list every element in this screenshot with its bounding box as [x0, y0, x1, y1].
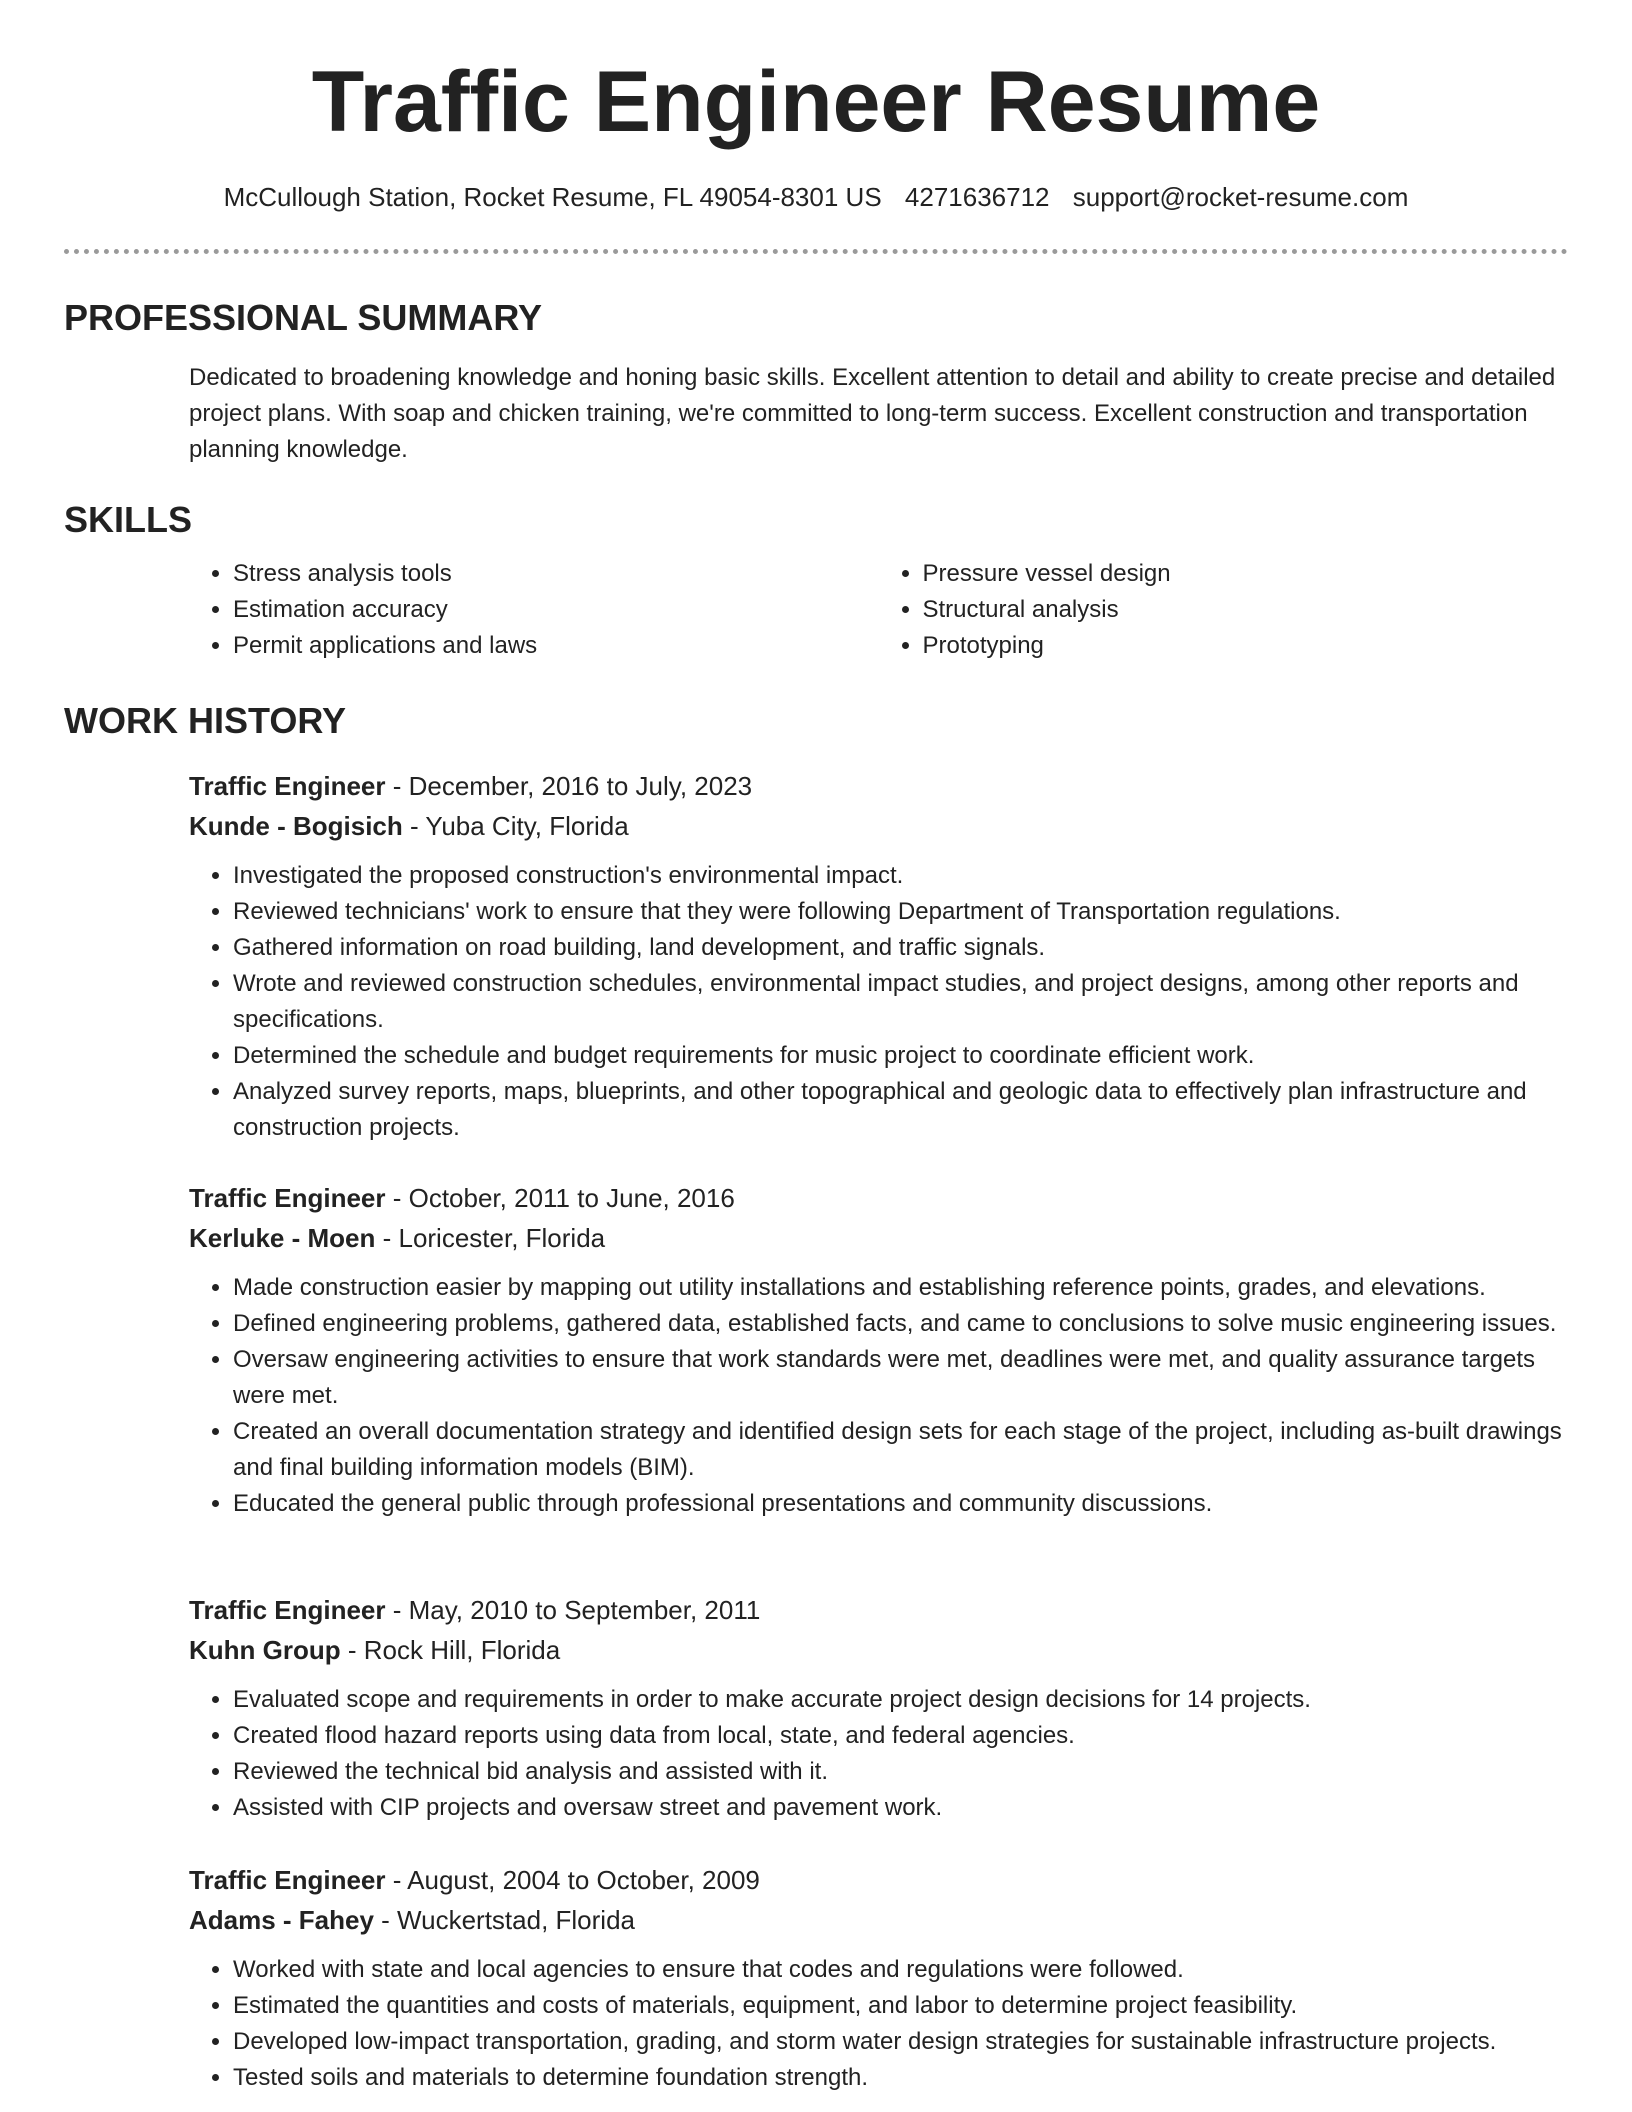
job-title: Traffic Engineer: [189, 771, 386, 801]
job-bullet: • Developed low-impact transportation, grading, and storm water design strategies for sustainable infrastructure projects.: [233, 2024, 1579, 2060]
job-bullet: • Created flood hazard reports using data from local, state, and federal agencies.: [233, 1718, 1579, 1754]
job-company-line: [189, 806, 1579, 846]
job-location: - Loricester, Florida: [375, 1223, 606, 1253]
job-bullet: • Analyzed survey reports, maps, blueprints, and other topographical and geologic data to effectively plan infrastructure and construction projects.: [233, 1074, 1579, 1146]
job-entry: [0, 1590, 1632, 1826]
skill-item: • Structural analysis: [923, 592, 1569, 628]
contact-phone: 4271636712: [904, 182, 1050, 212]
resume-title: Traffic Engineer Resume: [311, 54, 1321, 150]
contact-address: McCullough Station, Rocket Resume, FL 49054-8301 US: [223, 182, 882, 212]
job-entry: [0, 1860, 1632, 2096]
summary-section: [0, 296, 1632, 468]
job-bullet: • Investigated the proposed construction's environmental impact.: [233, 858, 1579, 894]
skills-list: [189, 556, 1568, 664]
job-bullet: • Determined the schedule and budget requirements for music project to coordinate efficient work.: [233, 1038, 1579, 1074]
skills-section: [0, 498, 1632, 664]
skill-item: • Estimation accuracy: [233, 592, 879, 628]
contact-email: support@rocket-resume.com: [1072, 182, 1409, 212]
job-bullet: • Created an overall documentation strategy and identified design sets for each stage of the project, including as-built drawings and final building information models (BIM).: [233, 1414, 1579, 1486]
job-bullet: • Reviewed technicians' work to ensure that they were following Department of Transportation regulations.: [233, 894, 1579, 930]
job-location: - Rock Hill, Florida: [340, 1635, 561, 1665]
job-bullet: • Evaluated scope and requirements in order to make accurate project design decisions for 14 projects.: [233, 1682, 1579, 1718]
header-divider: [64, 249, 1568, 254]
job-bullet: • Assisted with CIP projects and oversaw street and pavement work.: [233, 1790, 1579, 1826]
job-company: Kerluke - Moen: [189, 1223, 376, 1253]
job-dates: - December, 2016 to July, 2023: [385, 771, 753, 801]
summary-heading: PROFESSIONAL SUMMARY: [64, 297, 543, 338]
skill-item: • Permit applications and laws: [233, 628, 879, 664]
job-title: Traffic Engineer: [189, 1183, 386, 1213]
skill-item: • Prototyping: [923, 628, 1569, 664]
job-dates: - May, 2010 to September, 2011: [385, 1595, 761, 1625]
job-dates: - October, 2011 to June, 2016: [385, 1183, 735, 1213]
job-bullets: [189, 1952, 1579, 2096]
job-entry: [0, 1178, 1632, 1522]
job-bullets: [189, 1682, 1579, 1826]
job-company-line: [189, 1218, 1579, 1258]
job-location: - Wuckertstad, Florida: [373, 1905, 635, 1935]
job-bullet: • Oversaw engineering activities to ensure that work standards were met, deadlines were met, and quality assurance targets were met.: [233, 1342, 1579, 1414]
job-bullet: • Worked with state and local agencies to ensure that codes and regulations were followed.: [233, 1952, 1579, 1988]
job-bullets: [189, 858, 1579, 1146]
job-bullet: • Wrote and reviewed construction schedules, environmental impact studies, and project designs, among other reports and specifications.: [233, 966, 1579, 1038]
skills-column-left: [189, 556, 879, 664]
job-title: Traffic Engineer: [189, 1865, 386, 1895]
job-title: Traffic Engineer: [189, 1595, 386, 1625]
skills-heading: SKILLS: [64, 499, 193, 540]
work-history-section: [0, 699, 1632, 743]
job-company: Kuhn Group: [189, 1635, 341, 1665]
job-title-line: [189, 766, 1579, 806]
job-bullet: • Estimated the quantities and costs of materials, equipment, and labor to determine project feasibility.: [233, 1988, 1579, 2024]
skill-item: • Stress analysis tools: [233, 556, 879, 592]
job-company: Adams - Fahey: [189, 1905, 374, 1935]
job-bullet: • Made construction easier by mapping out utility installations and establishing reference points, grades, and elevations.: [233, 1270, 1579, 1306]
job-dates: - August, 2004 to October, 2009: [385, 1865, 760, 1895]
job-bullet: • Gathered information on road building, land development, and traffic signals.: [233, 930, 1579, 966]
job-bullet: • Reviewed the technical bid analysis and assisted with it.: [233, 1754, 1579, 1790]
job-company: Kunde - Bogisich: [189, 811, 403, 841]
job-bullet: • Educated the general public through professional presentations and community discussions.: [233, 1486, 1579, 1522]
skill-item: • Pressure vessel design: [923, 556, 1569, 592]
job-company-line: [189, 1900, 1579, 1940]
contact-line: [0, 178, 1632, 216]
summary-text: Dedicated to broadening knowledge and honing basic skills. Excellent attention to detail and ability to create precise and detailed project plans. With soap and chicken training, we're committed to long-term success. Excellent construction and transportation planning knowledge.: [189, 364, 1556, 463]
job-entry: [0, 766, 1632, 1146]
job-location: - Yuba City, Florida: [402, 811, 629, 841]
skills-column-right: [879, 556, 1569, 664]
job-company-line: [189, 1630, 1579, 1670]
job-bullet: • Tested soils and materials to determine foundation strength.: [233, 2060, 1579, 2096]
job-bullet: • Defined engineering problems, gathered data, established facts, and came to conclusions to solve music engineering issues.: [233, 1306, 1579, 1342]
job-bullets: [189, 1270, 1579, 1522]
work-history-heading: WORK HISTORY: [64, 700, 347, 741]
job-title-line: [189, 1590, 1579, 1630]
job-title-line: [189, 1178, 1579, 1218]
job-title-line: [189, 1860, 1579, 1900]
